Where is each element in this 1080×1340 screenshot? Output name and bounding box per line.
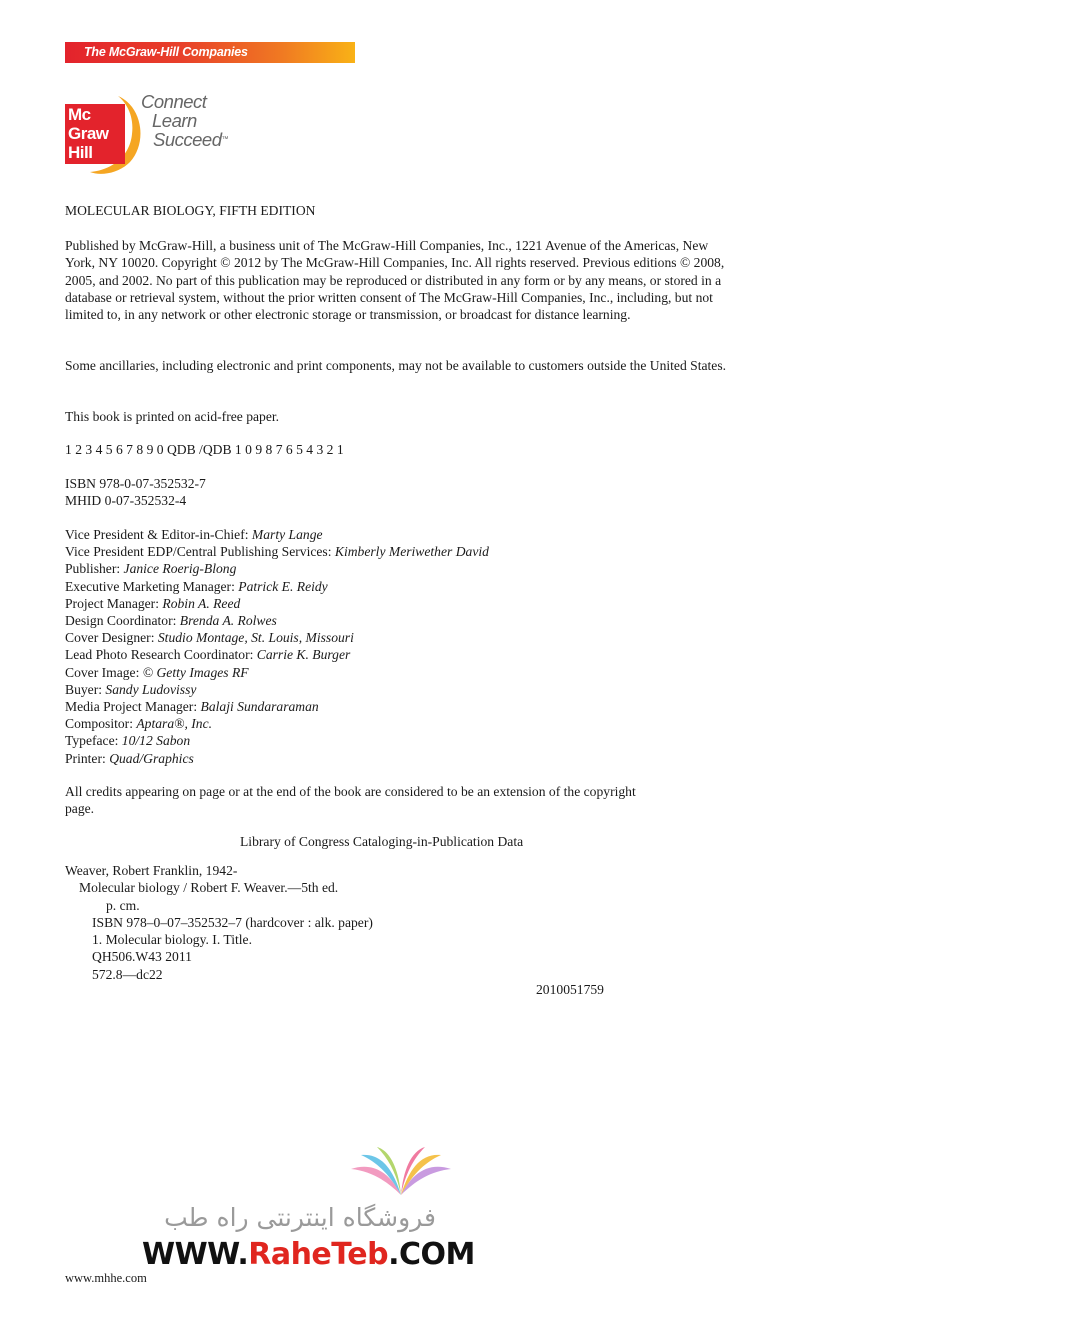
footer-url: www.mhhe.com	[65, 1271, 147, 1285]
credit-line	[65, 526, 489, 543]
credit-name: Carrie K. Burger	[256, 647, 351, 663]
credit-line	[65, 560, 489, 577]
publication-paragraph	[65, 237, 735, 323]
credit-name: Marty Lange	[251, 527, 323, 542]
credit-name: Sandy Ludovissy	[105, 681, 197, 697]
open-book-icon	[345, 1145, 457, 1201]
credit-role: Lead Photo Research Coordinator:	[65, 647, 257, 663]
credit-name: Janice Roerig-Blong	[123, 561, 237, 577]
credit-role: Executive Marketing Manager:	[65, 578, 239, 594]
credit-line	[65, 664, 489, 681]
cip-block	[65, 862, 373, 983]
cip-line: 1. Molecular biology. I. Title.	[92, 932, 252, 948]
lccn: 2010051759	[536, 982, 604, 997]
watermark-url-suffix: .COM	[388, 1237, 475, 1272]
credit-role: Cover Designer:	[65, 630, 158, 646]
banner-text: The McGraw-Hill Companies	[84, 45, 248, 59]
credit-line	[65, 732, 489, 749]
credit-line	[65, 750, 489, 767]
credit-name: Kimberly Meriwether David	[334, 544, 489, 560]
credit-line	[65, 698, 489, 715]
logo-line-mc: Mc	[68, 105, 91, 124]
credit-role: Compositor:	[65, 716, 137, 732]
credit-line	[65, 629, 489, 646]
cip-line: p. cm.	[106, 897, 140, 913]
credit-role: Design Coordinator:	[65, 613, 180, 629]
ancillaries-paragraph	[65, 357, 735, 374]
tagline-learn: Learn	[152, 110, 197, 131]
raheteb-watermark	[140, 1145, 475, 1275]
acid-free-note: This book is printed on acid-free paper.	[65, 409, 280, 424]
cip-line: 572.8—dc22	[92, 966, 163, 982]
cip-line: Weaver, Robert Franklin, 1942-	[65, 863, 238, 878]
logo-tagline	[141, 92, 228, 149]
printing-line: 1 2 3 4 5 6 7 8 9 0 QDB /QDB 1 0 9 8 7 6 5 4 3 2 1	[65, 442, 344, 457]
tagline-connect: Connect	[141, 91, 207, 112]
credit-line	[65, 681, 489, 698]
isbn: ISBN 978-0-07-352532-7	[65, 476, 206, 491]
credit-role: Project Manager:	[65, 595, 163, 611]
watermark-url-brand: RaheTeb	[248, 1237, 389, 1272]
credits-list	[65, 526, 489, 767]
watermark-persian-text: فروشگاه اینترنتی راه طب	[164, 1203, 436, 1232]
logo-line-graw: Graw	[68, 124, 109, 143]
tagline-succeed: Succeed	[153, 129, 222, 150]
credit-role: Vice President & Editor-in-Chief:	[65, 527, 252, 542]
cip-title: Library of Congress Cataloging-in-Publication Data	[240, 834, 524, 849]
credit-role: Cover Image:	[65, 664, 143, 680]
credit-name: Studio Montage, St. Louis, Missouri	[157, 630, 354, 646]
logo-line-hill: Hill	[68, 143, 93, 162]
credit-name: Aptara®, Inc.	[136, 716, 213, 732]
credit-role: Publisher:	[65, 561, 124, 577]
credit-name: Balaji Sundararaman	[200, 699, 319, 715]
credits-note: All credits appearing on page or at the end of the book are considered to be an extension of the copyright page.	[65, 784, 636, 817]
credit-line	[65, 646, 489, 663]
cip-line: ISBN 978–0–07–352532–7 (hardcover : alk. paper)	[92, 914, 373, 930]
credit-name: Patrick E. Reidy	[238, 578, 328, 594]
cip-line: Molecular biology / Robert F. Weaver.—5th ed.	[79, 880, 339, 896]
mcgraw-hill-logo	[65, 104, 125, 164]
credit-line	[65, 578, 489, 595]
credit-role: Printer:	[65, 750, 110, 766]
trademark-symbol: ™	[221, 136, 228, 143]
credit-name: 10/12 Sabon	[121, 733, 191, 749]
mhid: MHID 0-07-352532-4	[65, 493, 187, 508]
watermark-url	[142, 1237, 475, 1272]
credit-line	[65, 595, 489, 612]
credit-role: Typeface:	[65, 733, 122, 749]
credit-name: © Getty Images RF	[142, 664, 249, 680]
ancillaries-statement: Some ancillaries, including electronic and print components, may not be available to customers outside the United States.	[65, 358, 727, 373]
cip-line: QH506.W43 2011	[92, 949, 192, 965]
credit-line	[65, 543, 489, 560]
mcgraw-hill-companies-banner	[65, 42, 355, 63]
credit-name: Robin A. Reed	[162, 595, 241, 611]
credit-name: Quad/Graphics	[109, 750, 194, 766]
credit-line	[65, 715, 489, 732]
credit-role: Buyer:	[65, 681, 106, 697]
published-statement: Published by McGraw-Hill, a business unit of The McGraw-Hill Companies, Inc., 1221 Avenue of the Americas, New York, NY 10020. Copyright © 2012 by The McGraw-Hill Companies, Inc. All rights reserved. Previous editions © 2008, 2005, and 2002. No part of this publication may be reproduced or distributed in any form or by any means, or stored in a database or retrieval system, without the prior written consent of The McGraw-Hill Companies, Inc., including, but not limited to, in any network or other electronic storage or transmission, or broadcast for distance learning.	[65, 238, 725, 323]
credit-name: Brenda A. Rolwes	[179, 613, 277, 629]
book-title: MOLECULAR BIOLOGY, FIFTH EDITION	[65, 203, 316, 218]
credit-role: Media Project Manager:	[65, 699, 201, 715]
credit-role: Vice President EDP/Central Publishing Services:	[65, 544, 335, 560]
watermark-url-prefix: WWW.	[142, 1237, 249, 1272]
credit-line	[65, 612, 489, 629]
